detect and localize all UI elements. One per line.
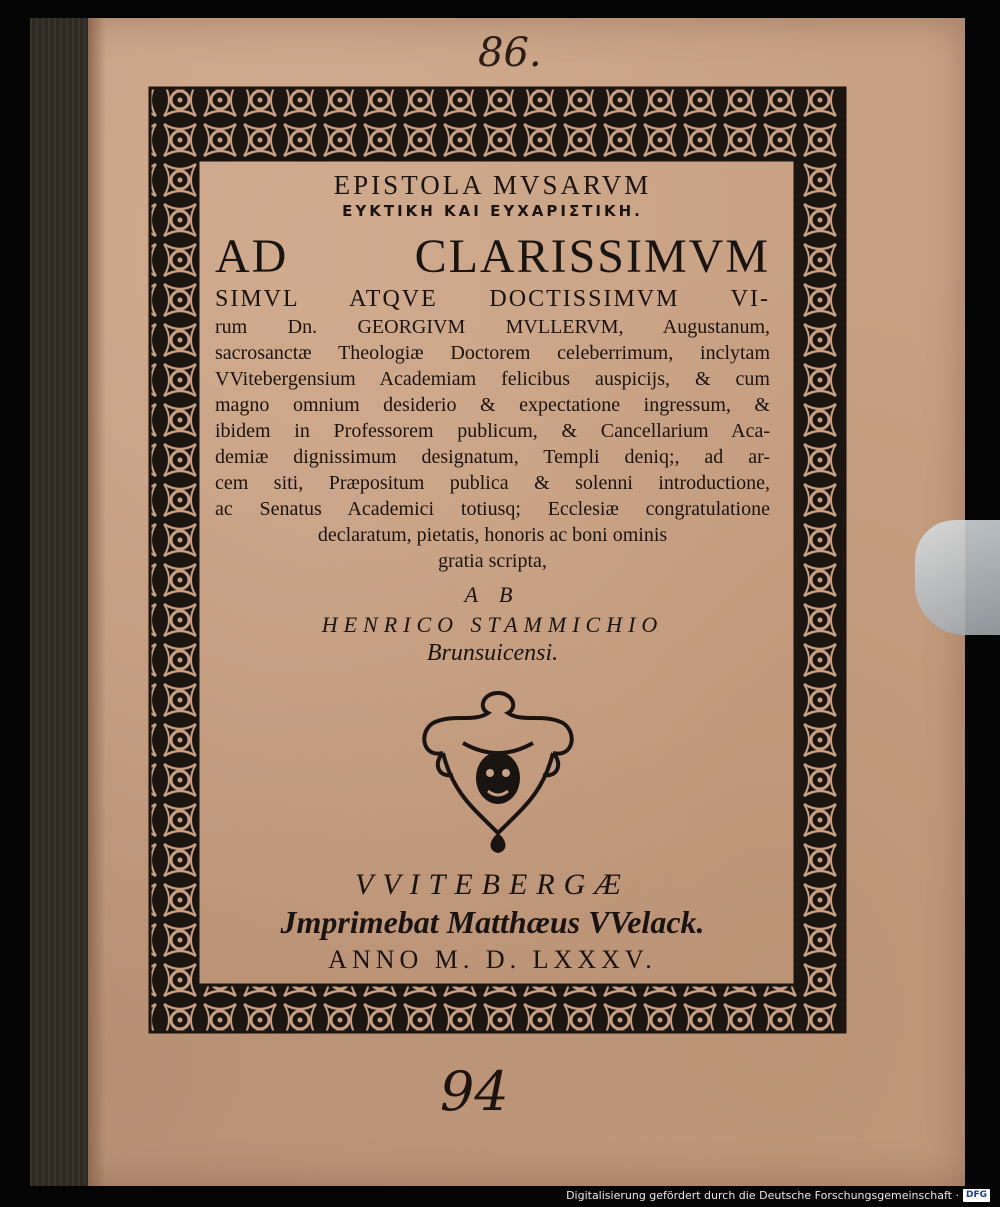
body-line: demiæ dignissimum designatum, Templi deniq;, ad ar- (215, 446, 770, 468)
body-line: cem siti, Præpositum publica & solenni introductione, (215, 472, 770, 494)
body-line: ac Senatus Academici totiusq; Ecclesiæ congratulatione (215, 498, 770, 520)
imprint-block (215, 868, 770, 975)
author-origin: Brunsuicensi. (426, 640, 559, 666)
handwritten-page-number: 86. (478, 30, 542, 76)
body-line-center: gratia scripta, (438, 550, 547, 572)
printer-emblem-icon (413, 683, 583, 858)
title-line-4: SIMVL ATQVE DOCTISSIMVM VI- (215, 286, 770, 312)
body-line: sacrosanctæ Theologiæ Doctorem celeberrimum, inclytam (215, 342, 770, 364)
body-line: rum Dn. GEORGIVM MVLLERVM, Augustanum, (215, 316, 770, 338)
body-line: magno omnium desiderio & expectatione ingressum, & (215, 394, 770, 416)
dfg-logo-icon: DFG (963, 1189, 990, 1202)
body-line: ibidem in Professorem publicum, & Cancellarium Aca- (215, 420, 770, 442)
title-line-greek: ΕΥΚΤΙΚΗ ΚΑΙ ΕΥΧΑΡΙΣΤΙΚΗ. (342, 202, 643, 220)
imprint-printer: Jmprimebat Matthæus VVelack. (280, 904, 705, 940)
body-line: VVitebergensium Academiam felicibus auspicijs, & cum (215, 368, 770, 390)
handwritten-catalog-number: 94 (440, 1060, 509, 1123)
imprint-city: VVITEBERGÆ (355, 868, 630, 901)
imprint-year: ANNO M. D. LXXXV. (328, 945, 657, 974)
title-line-1: EPISTOLA MVSARVM (333, 170, 652, 200)
footer-credit (566, 1187, 990, 1203)
author-name: HENRICO STAMMICHIO (321, 612, 664, 637)
body-line-center: declaratum, pietatis, honoris ac boni ominis (317, 524, 668, 546)
ab-label: A B (464, 582, 521, 607)
title-block (215, 170, 770, 667)
title-line-3: AD CLARISSIMVM (215, 230, 770, 283)
footer-text: Digitalisierung gefördert durch die Deutsche Forschungsgemeinschaft · (566, 1188, 959, 1202)
